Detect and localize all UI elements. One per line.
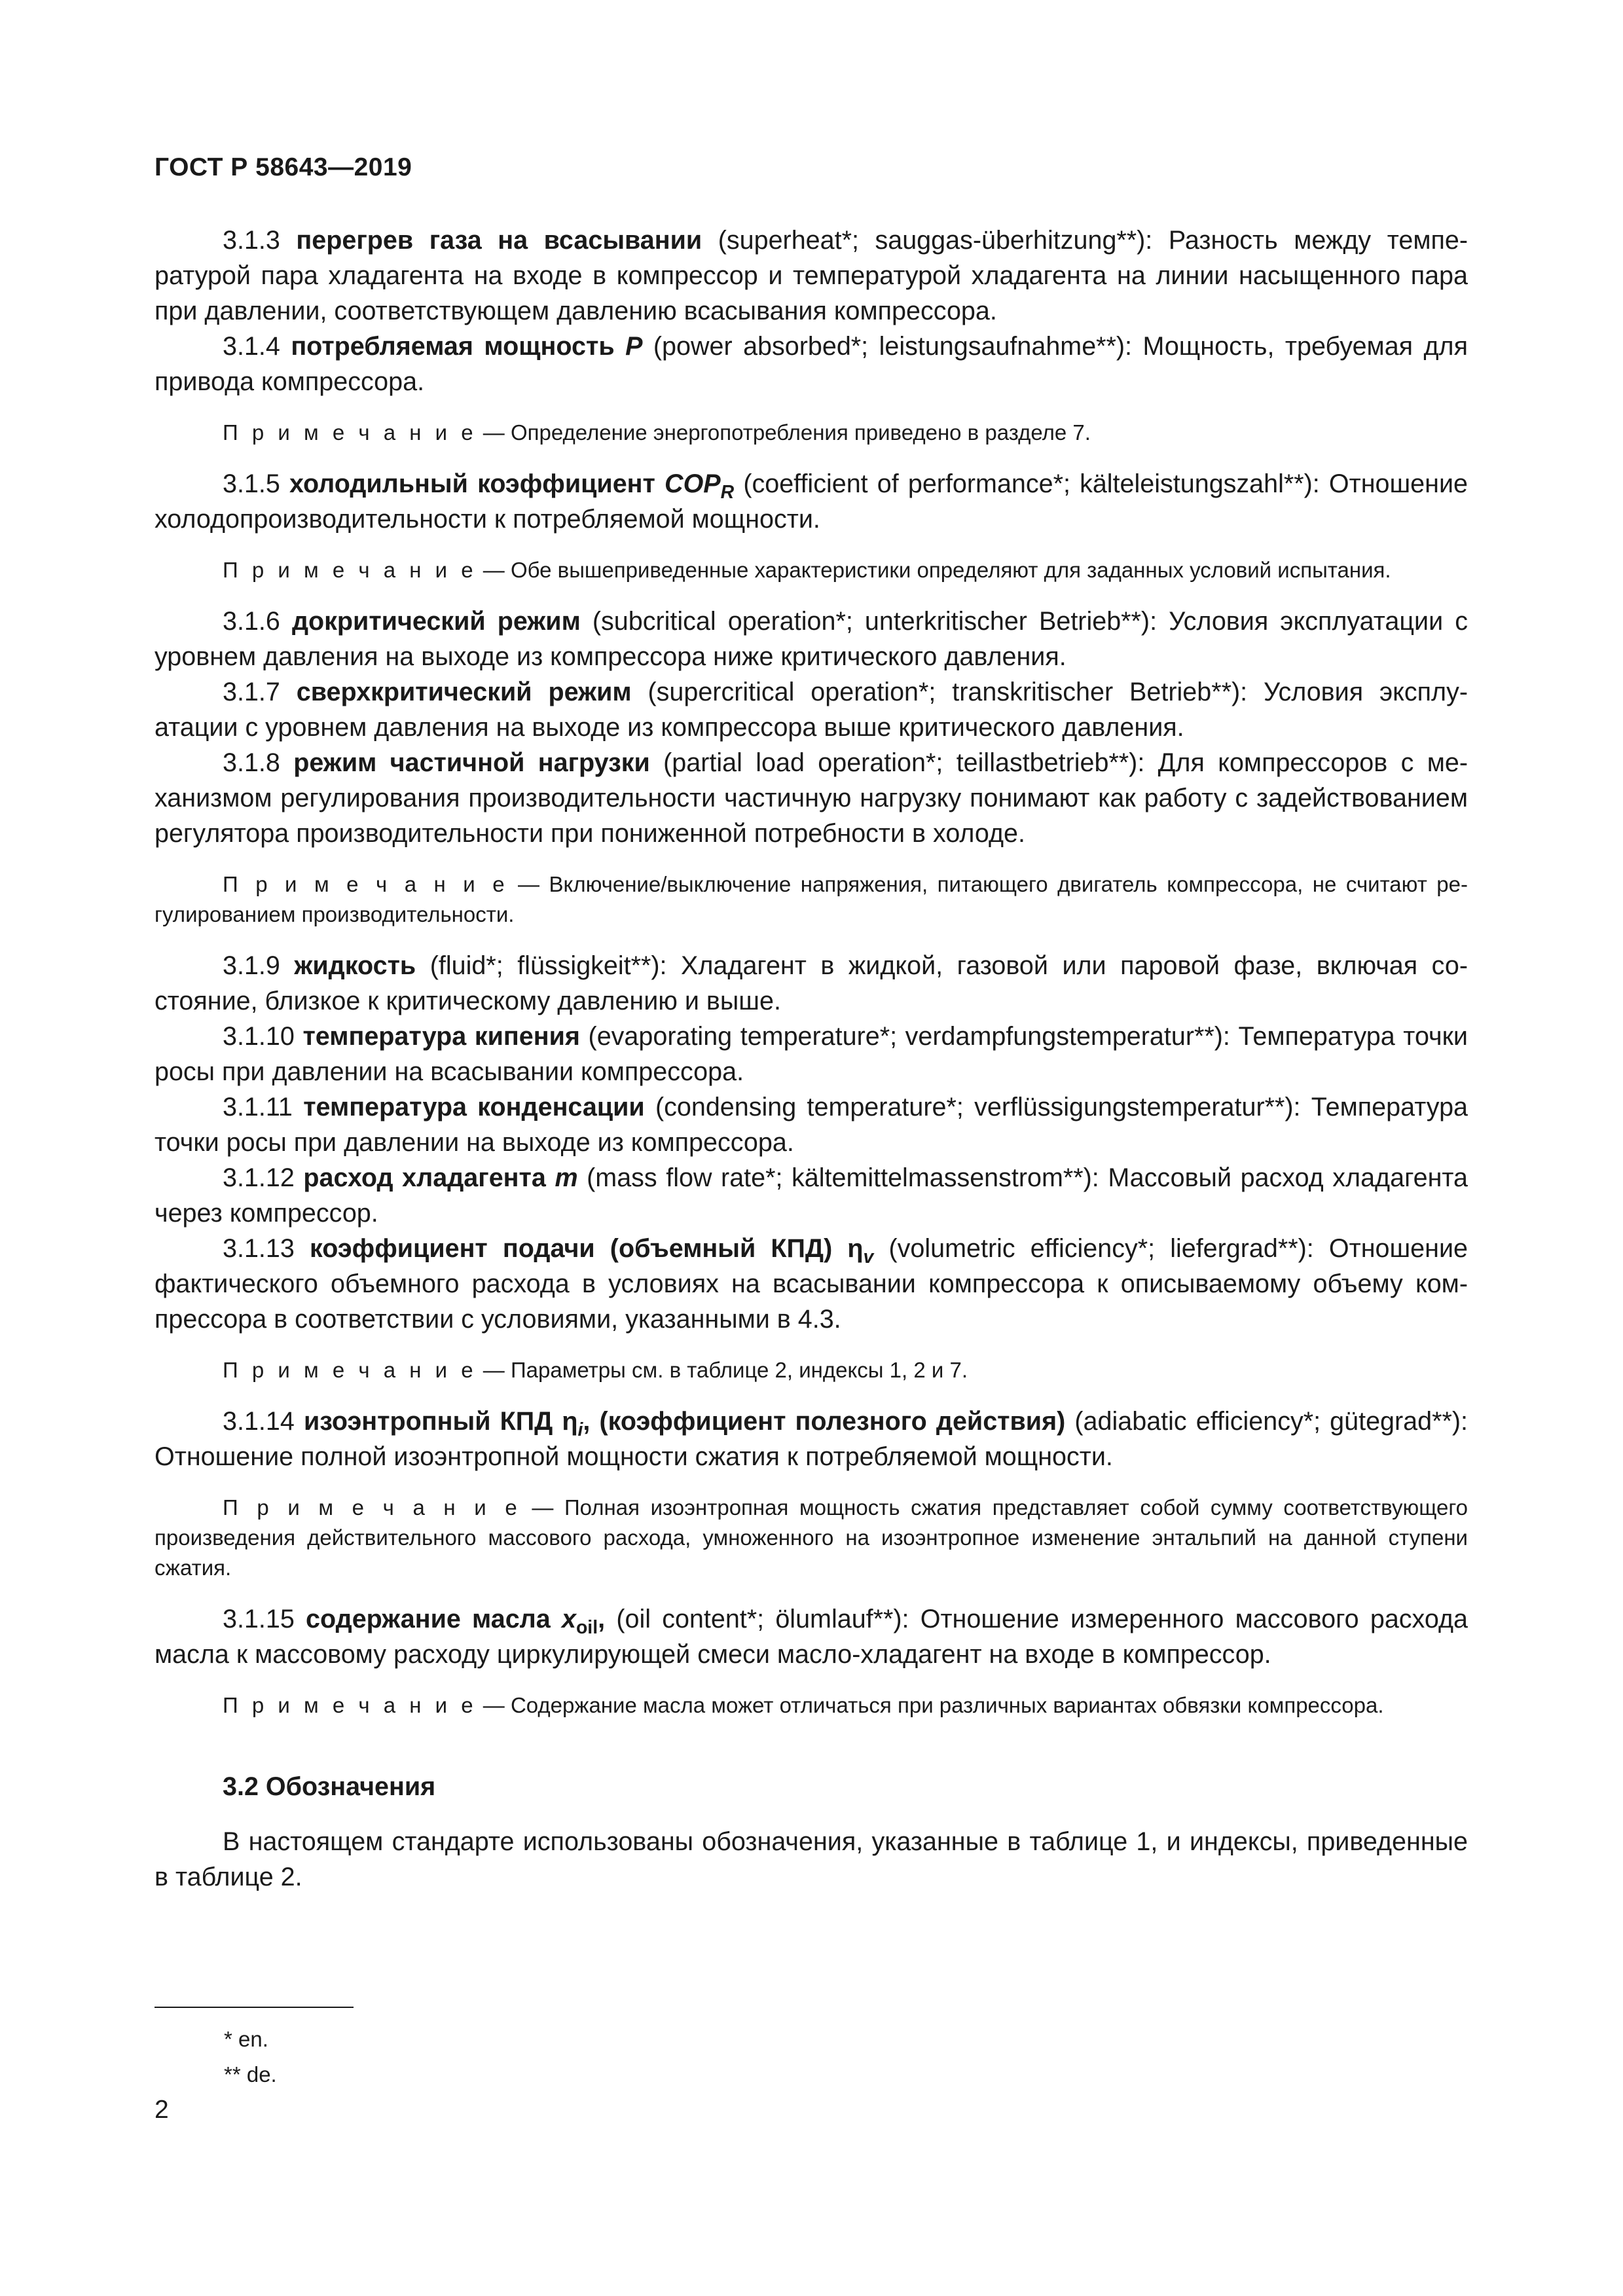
section-heading-3-2: 3.2 Обозначения	[223, 1772, 436, 1801]
def-number: 3.1.10	[223, 1022, 295, 1051]
def-number: 3.1.5	[223, 469, 280, 498]
definition-3-1-7	[155, 674, 1468, 745]
note-1	[155, 418, 1468, 448]
note-5	[155, 1493, 1468, 1583]
def-term: холодильный коэффициент	[289, 469, 655, 498]
def-term-continued: ,	[598, 1605, 606, 1633]
def-term: изоэнтропный КПД	[303, 1407, 553, 1436]
def-body: (mass flow rate*; kältemittelmassenstrom**): Массовый расход хладагента через компрессор.	[155, 1163, 1468, 1228]
note-label: П р и м е ч а н и е	[223, 420, 477, 445]
def-number: 3.1.15	[223, 1605, 295, 1633]
def-body: (subcritical operation*; unterkritischer Betrieb**): Условия эксплуатации с уровнем давления на выходе из компрессора ниже критического давления.	[155, 607, 1468, 671]
definition-3-1-14	[155, 1404, 1468, 1474]
def-symbol-subscript: oil	[575, 1616, 598, 1638]
note-2	[155, 555, 1468, 585]
def-term-continued: , (коэффициент полезного действия)	[583, 1407, 1066, 1436]
def-number: 3.1.14	[223, 1407, 295, 1436]
def-body: (partial load operation*; teillastbetrieb**): Для компрессоров с механизмом регулирования производительности частичную нагрузку понимают как работу с задействованием регулятора производительности при пониженной потребности в холоде.	[155, 748, 1468, 848]
definition-3-1-4	[155, 329, 1468, 399]
def-term: сверхкритический режим	[296, 678, 632, 706]
def-symbol: x	[561, 1605, 576, 1633]
note-label: П р и м е ч а н и е	[223, 558, 477, 582]
def-term: потребляемая мощность	[291, 332, 615, 361]
note-label: П р и м е ч а н и е	[223, 1693, 477, 1717]
def-body: (supercritical operation*; transkritischer Betrieb**): Условия эксплуатации с уровнем давления на выходе из компрессора выше критического давления.	[155, 678, 1468, 742]
note-text: — Параметры см. в таблице 2, индексы 1, 2 и 7.	[477, 1358, 968, 1382]
definition-3-1-15	[155, 1601, 1468, 1672]
def-body: (evaporating temperature*; verdampfungstemperatur**): Температура точки росы при давлении на всасывании компрессора.	[155, 1022, 1468, 1086]
definition-3-1-9	[155, 948, 1468, 1019]
footnote-separator	[155, 2007, 354, 2008]
def-body: (condensing temperature*; verflüssigungstemperatur**): Температура точки росы при давлении на выходе из компрессора.	[155, 1093, 1468, 1157]
def-term: жидкость	[294, 951, 416, 980]
def-body: (oil content*; ölumlauf**): Отношение измеренного массового расхода масла к массовому расходу циркулирующей смеси масло-хладагент на входе в компрессор.	[155, 1605, 1468, 1669]
def-number: 3.1.3	[223, 226, 280, 255]
def-number: 3.1.12	[223, 1163, 295, 1192]
section-3-2-text: В настоящем стандарте использованы обозначения, указанные в таблице 1, и индексы, приведенные в таблице 2.	[155, 1827, 1468, 1891]
def-term: коэффициент подачи (объемный КПД)	[309, 1234, 833, 1263]
page-body	[155, 223, 1468, 1895]
def-term: температура конденсации	[303, 1093, 645, 1121]
def-body: (fluid*; flüssigkeit**): Хладагент в жидкой, газовой или паровой фазе, включая состояние, близкое к критическому давлению и выше.	[155, 951, 1468, 1015]
definition-3-1-3	[155, 223, 1468, 329]
note-text: — Обе вышеприведенные характеристики определяют для заданных условий испытания.	[477, 558, 1391, 582]
def-term: режим частичной нагрузки	[293, 748, 650, 777]
definition-3-1-5	[155, 466, 1468, 537]
document-id-header: ГОСТ Р 58643—2019	[155, 153, 412, 181]
note-6	[155, 1690, 1468, 1721]
def-symbol: η	[562, 1407, 578, 1436]
note-text: — Содержание масла может отличаться при различных вариантах обвязки компрессора.	[477, 1693, 1384, 1717]
def-term: температура кипения	[302, 1022, 580, 1051]
page-number: 2	[155, 2096, 169, 2124]
note-label: П р и м е ч а н и е	[223, 1358, 477, 1382]
def-number: 3.1.11	[223, 1093, 293, 1121]
definition-3-1-12	[155, 1160, 1468, 1231]
definition-3-1-6	[155, 604, 1468, 674]
def-term: расход хладагента	[303, 1163, 546, 1192]
note-label: П р и м е ч а н и е	[223, 1495, 521, 1520]
def-body: (coefficient of performance*; kälteleistungszahl**): Отношение холодопроизводительности к потребляемой мощности.	[155, 469, 1468, 534]
def-term: перегрев газа на всасывании	[296, 226, 702, 255]
def-number: 3.1.13	[223, 1234, 295, 1263]
def-symbol: m	[555, 1163, 578, 1192]
note-4	[155, 1355, 1468, 1385]
def-symbol: COP	[665, 469, 721, 498]
note-text: — Включение/выключение напряжения, питающего двигатель компрессора, не считают регулированием производительности.	[155, 872, 1468, 926]
def-body: (power absorbed*; leistungsaufnahme**): Мощность, требуемая для привода компрессора.	[155, 332, 1468, 396]
note-3	[155, 869, 1468, 930]
footnote-en: * en.	[224, 2027, 268, 2051]
def-symbol-subscript: i	[577, 1419, 583, 1440]
def-symbol: P	[625, 332, 643, 361]
def-body: (superheat*; sauggas-überhitzung**): Разность между температурой пара хладагента на входе в компрессор и температурой хладагента на линии насыщенного пара при давлении, соответствующем давлению всасывания компрессора.	[155, 226, 1468, 325]
def-number: 3.1.7	[223, 678, 280, 706]
definition-3-1-8	[155, 745, 1468, 851]
definition-3-1-13	[155, 1231, 1468, 1337]
def-body: (adiabatic efficiency*; gütegrad**): Отношение полной изоэнтропной мощности сжатия к потребляемой мощности.	[155, 1407, 1468, 1471]
note-label: П р и м е ч а н и е	[223, 872, 509, 896]
note-text: — Полная изоэнтропная мощность сжатия представляет собой сумму соответствующего произведения действительного массового расхода, умноженного на изоэнтропное изменение энтальпий на данной ступени сжатия.	[155, 1495, 1468, 1580]
def-number: 3.1.9	[223, 951, 280, 980]
def-symbol-subscript: v	[863, 1246, 874, 1267]
def-number: 3.1.4	[223, 332, 280, 361]
definition-3-1-10	[155, 1019, 1468, 1089]
def-number: 3.1.8	[223, 748, 280, 777]
def-body: (volumetric efficiency*; liefergrad**): Отношение фактического объемного расхода в условиях на всасывании компрессора к описываемому объему компрессора в соответствии с условиями, указанными в 4.3.	[155, 1234, 1468, 1334]
def-symbol: η	[847, 1234, 864, 1263]
def-symbol-subscript: R	[720, 481, 735, 503]
definition-3-1-11	[155, 1089, 1468, 1160]
footnote-de: ** de.	[224, 2062, 277, 2086]
def-term: докритический режим	[291, 607, 581, 636]
note-text: — Определение энергопотребления приведено в разделе 7.	[477, 420, 1091, 445]
def-term: содержание масла	[306, 1605, 551, 1633]
def-number: 3.1.6	[223, 607, 280, 636]
